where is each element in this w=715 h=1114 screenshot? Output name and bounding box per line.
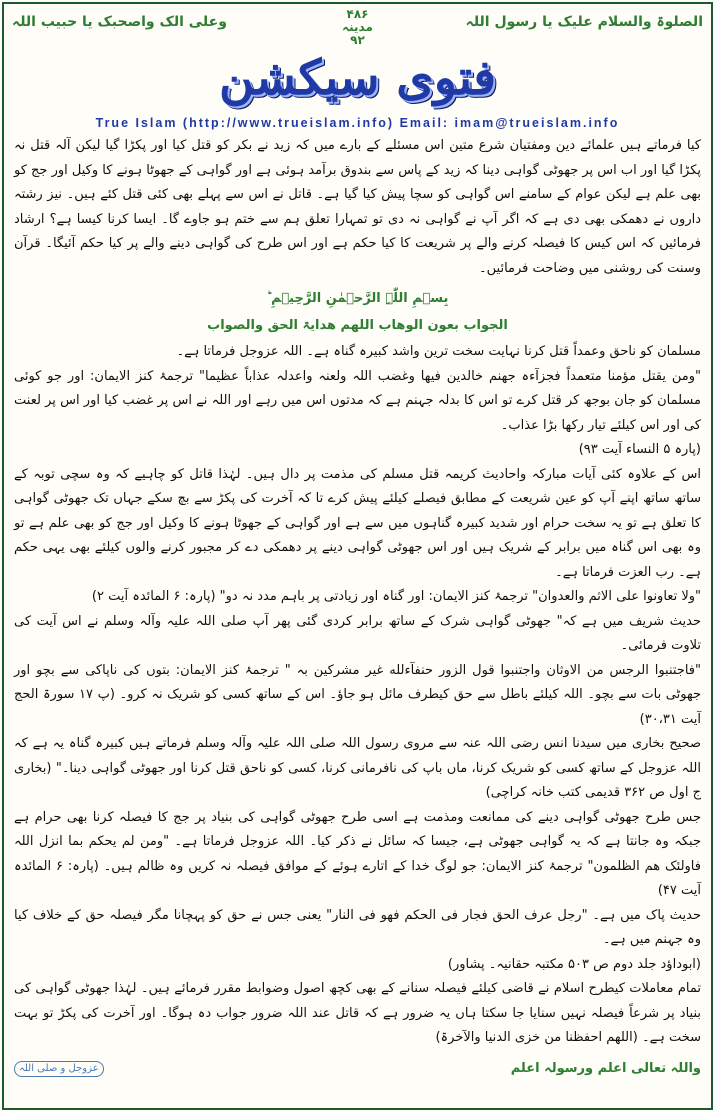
salutation-left: وعلی الک واصحبک یا حبیب اللہ — [12, 14, 227, 30]
fatwa-content — [14, 134, 701, 1098]
answer-heading: الجواب بعون الوھاب اللھم ھدایۃ الحق والصواب — [207, 317, 508, 333]
bismillah: بِسۡمِ اللّٰہِ الرَّحۡمٰنِ الرَّحِیۡمِ ؕ — [266, 291, 449, 306]
answer-paragraph: "ولا تعاونوا علی الاثم والعدوان" ترجمۂ کنز الایمان: اور گناہ اور زیادتی پر باہم مدد نہ دو" (پارہ: ۶ المائدہ آیت ۲) — [91, 589, 701, 604]
answer-paragraph: حدیث پاک میں ہے۔ "رجل عرف الحق فجار فی الحکم فھو فی النار" یعنی جس نے حق کو پہچانا مگر فیصلہ حق کے خلاف کیا وہ جہنم میں ہے۔ — [14, 907, 701, 947]
header-row — [12, 8, 703, 48]
answer-paragraph: تمام معاملات کیطرح اسلام نے قاضی کیلئے فیصلہ سنانے کے بھی کچھ اصول وضوابط مقرر فرمائے ہیں۔ لہٰذا جھوٹی گواہی کی بنیاد پر شرعاً فیصلہ نہیں سنایا جا سکتا ہاں یہ ضرور ہے کہ قاتل عند اللہ ضرور جواب دہ ہوگا۔ اور آخرت کی پکڑ تو بہت سخت ہے۔ (اللھم احفظنا من خزی الدنیا والآخرۃ) — [14, 981, 701, 1045]
salutation-right: الصلوۃ والسلام علیک یا رسول اللہ — [465, 14, 703, 30]
reference: (ابوداؤد جلد دوم ص ۵۰۳ مکتبہ حقانیہ۔ پشاور) — [447, 956, 701, 972]
answer-paragraph: "ومن یقتل مؤمنا متعمداً فجزآءہ جھنم خالدین فیھا وغضب اللہ ولعنہ واعدلہ عذاباً عظیما" ترجمۂ کنز الایمان: اور جو کوئی مسلمان کو جان بوجھ کر قتل کرے تو اس کا بدلہ جہنم ہے کہ مدتوں اس میں رہے اور اللہ نے اس پر غضب کیا اور اس پر لعنت کی اور اس کیلئے تیار رکھا بڑا عذاب۔ — [14, 368, 701, 433]
closing-text: واللہ تعالی اعلم ورسولہ اعلم — [510, 1060, 701, 1076]
answer-paragraph: مسلمان کو ناحق وعمداً قتل کرنا نہایت سخت ترین واشد کبیرہ گناہ ہے۔ اللہ عزوجل فرماتا ہے۔ — [176, 344, 701, 359]
fatwa-number: ۴۸۶ — [346, 7, 369, 21]
page-title: فتوی سیکشن — [218, 50, 497, 106]
fatwa-page — [2, 2, 713, 1110]
site-contact-line: True Islam (http://www.trueislam.info) Email: imam@trueislam.info — [95, 116, 620, 130]
answer-paragraph: "فاجتنبوا الرجس من الاوثان واجتنبوا قول الزور حنفآءلله غیر مشرکین بہ " ترجمۂ کنز الایمان: بتوں کی ناپاکی سے بچو اور جھوٹی بات سے بچو۔ اللہ کیلئے باطل سے حق کیطرف مائل ہو جاؤ۔ اس کے ساتھ کسی کو شریک نہ کرو۔ (پ ۱۷ سورۃ الحج آیت ۳۰،۳۱) — [14, 662, 701, 727]
answer-paragraph: اس کے علاوہ کئی آیات مبارکہ واحادیث کریمہ قتل مسلم کی مذمت پر دال ہیں۔ لہٰذا قاتل کو چاہیے کہ وہ سچی توبہ کے ساتھ ساتھ اپنے آپ کو عین شریعت کے مطابق فیصلے کیلئے پیش کرے تا کہ آخرت کی پکڑ سے بچ سکے جہاں تک جھوٹی گواہی کا تعلق ہے تو یہ سخت حرام اور شدید کبیرہ گناہوں میں سے ہے اور گواہی کے جھوٹا ہونے کا وکیل اور جج کو بھی علم ہے تو وہ بھی اس گناہ میں برابر کے شریک ہیں اور اس جھوٹی گواہی دینے پر دھمکی دے کر مجبور کرنے والوں کیلئے بھی یہی حکم ہے۔ رب العزت فرماتا ہے۔ — [14, 466, 701, 580]
answer-paragraph: جس طرح جھوٹی گواہی دینے کی ممانعت ومذمت ہے اسی طرح جھوٹی گواہی کی بنیاد پر جج کا فیصلہ کرنا بھی حرام ہے جبکہ وہ جانتا ہے کہ یہ گواہی جھوٹی ہے، جیسا کہ سائل نے ذکر کیا۔ اللہ عزوجل فرماتا ہے۔ "ومن لم یحکم بما انزل اللہ فاولئک ھم الظلمون" ترجمۂ کنز الایمان: جو لوگ خدا کے اتارے ہوئے کے موافق فیصلہ نہ کریں وہ ظالم ہیں۔ (پارہ: ۶ المائدہ آیت ۴۷) — [14, 809, 701, 898]
reference: (پارہ ۵ النساء آیت ۹۳) — [578, 442, 701, 457]
closing-row — [14, 1057, 701, 1082]
question-text: کیا فرماتے ہیں علمائے دین ومفتیان شرع متین اس مسئلے کے بارے میں کہ زید نے بکر کو قتل کیا اور پکڑا گیا لیکن آلہ قتل نہ پکڑا گیا اور اب اس پر جھوٹی گواہی دینا کہ زید کے پاس سے بندوق برآمد ہوئی ہے اور گواہی کے جھوٹا ہونے کا وکیل اور جج کو بھی علم ہے لیکن عوام کے سامنے اس گواہی کو سچا پیش کیا گیا ہے۔ قاتل نے اس سے پہلے بھی کئی قتل کئے ہیں۔ نیز رشتہ داروں نے دھمکی بھی دی ہے کہ اگر آپ نے گواہی نہ دی تو تمہارا تعلق ہم سے ختم ہو جاوے گا۔ ایسا کرنا کیسا ہے؟ ارشاد فرمائیں کہ اس کیس کا فیصلہ کرنے والے پر شریعت کا کیا حکم ہے اور اس طرح کی گواہی دینے والے پر کیا حکم آئیگا۔ قرآن وسنت کی روشنی میں وضاحت فرمائیں۔ — [14, 138, 701, 276]
fatwa-city: مدینہ — [342, 20, 373, 34]
answer-paragraph: صحیح بخاری میں سیدنا انس رضی اللہ عنہ سے مروی رسول اللہ صلی اللہ علیہ وآلہ وسلم فرماتے ہیں کبیرہ گناہ یہ ہے کہ اللہ عزوجل کے ساتھ کسی کو شریک کرنا، ماں باپ کی نافرمانی کرنا، کسی کو ناحق قتل کرنا اور جھوٹی گواہی دینا۔" (بخاری ج اول ص ۳۶۲ قدیمی کتب خانہ کراچی) — [14, 736, 701, 800]
answer-paragraph: حدیث شریف میں ہے کہ" جھوٹی گواہی شرک کے ساتھ برابر کردی گئی پھر آپ صلی اللہ علیہ وآلہ وسلم نے اس آیت کی تلاوت فرمائی۔ — [14, 613, 701, 653]
section-number: ۹۲ — [350, 33, 365, 47]
seal-stamp: عزوجل و صلی اللہ — [14, 1061, 104, 1077]
fatwa-meta — [342, 8, 373, 47]
